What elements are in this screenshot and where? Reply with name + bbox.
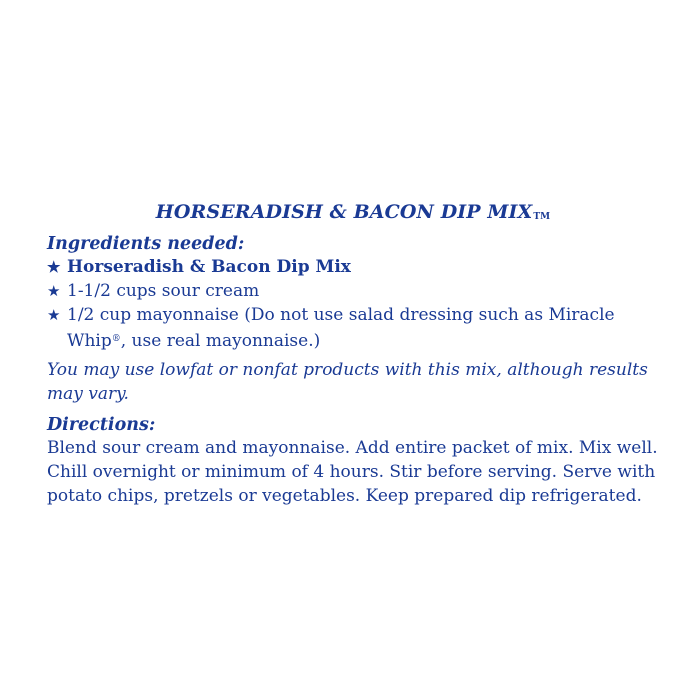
product-note: You may use lowfat or nonfat products with this mix, although results may vary. [47,360,648,404]
ingredient-text-continued: , use real mayonnaise.) [120,331,321,351]
ingredients-heading: Ingredients needed: [47,234,245,254]
ingredient-text: 1-1/2 cups sour cream [67,281,260,301]
star-bullet-icon: ★ [47,306,61,324]
ingredients-list [47,255,659,353]
product-title [47,200,659,229]
registered-mark: ® [111,334,121,344]
ingredient-item [47,255,659,279]
directions-heading: Directions: [47,415,156,435]
product-title-text: HORSERADISH & BACON DIP MIX [155,201,533,223]
directions-text: Blend sour cream and mayonnaise. Add entire packet of mix. Mix well. Chill overnight or minimum of 4 hours. Stir before serving. Serve with potato chips, pretzels or vegetables. Keep prepared dip refrigerated. [47,438,658,506]
ingredient-text: 1/2 cup mayonnaise (Do not use salad dressing such as Miracle Whip [67,305,615,351]
ingredient-text: Horseradish & Bacon Dip Mix [67,257,351,277]
ingredient-item [47,303,659,353]
trademark-mark: TM [533,212,551,222]
star-bullet-icon: ★ [47,282,61,300]
star-bullet-icon: ★ [47,258,61,276]
recipe-card [47,200,659,508]
ingredient-item [47,279,659,303]
